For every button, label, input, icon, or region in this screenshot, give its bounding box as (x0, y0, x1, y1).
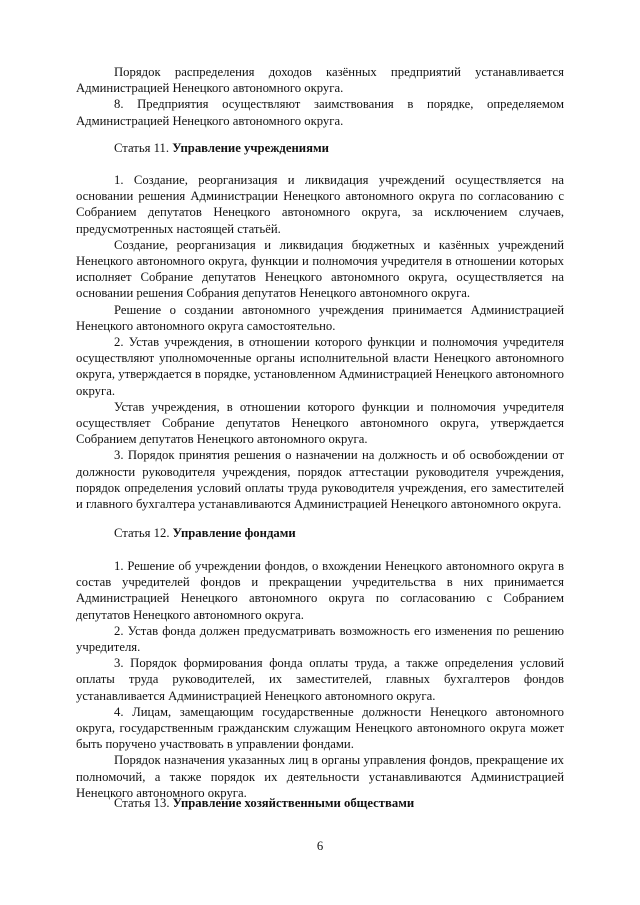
paragraph: 3. Порядок принятия решения о назначении на должность и об освобождении от должности руководителя учреждения, порядок аттестации руководителя учреждения, порядок определения условий оплаты труда руководителя учреждения, его заместителей и главного бухгалтера устанавливаются Администрацией Ненецкого автономного округа. (76, 448, 564, 512)
article-title: Управление фондами (172, 526, 296, 540)
article-12-heading (114, 525, 296, 541)
paragraph: Устав учреждения, в отношении которого функции и полномочия учредителя осуществляет Собрание депутатов Ненецкого автономного округа, утверждается Собранием депутатов Ненецкого автономного округа. (76, 399, 564, 447)
page-number: 6 (316, 839, 324, 853)
paragraph: Порядок распределения доходов казённых предприятий устанавливается Администрацией Ненецкого автономного округа. (76, 65, 564, 96)
paragraph: 1. Решение об учреждении фондов, о вхождении Ненецкого автономного округа в состав учредителей фондов и прекращении учредительства в них принимается Администрацией Ненецкого автономного округа по согласованию с Собранием депутатов Ненецкого автономного округа. (76, 559, 564, 622)
paragraph: Создание, реорганизация и ликвидация бюджетных и казённых учреждений Ненецкого автономного округа, функции и полномочия учредителя в отношении которых исполняет Собрание депутатов Ненецкого автономного округа, осуществляется на основании решения Собрания депутатов Ненецкого автономного округа. (76, 237, 564, 301)
paragraph: 2. Устав учреждения, в отношении которого функции и полномочия учредителя осуществляют уполномоченные органы исполнительной власти Ненецкого автономного округа, утверждается в порядке, установленном Администрацией Ненецкого автономного округа. (76, 335, 564, 398)
article-11-heading (114, 140, 329, 156)
paragraph: 4. Лицам, замещающим государственные должности Ненецкого автономного округа, государственным гражданским служащим Ненецкого автономного округа может быть поручено участвовать в управлении фондами. (76, 704, 564, 752)
paragraph: 8. Предприятия осуществляют заимствования в порядке, определяемом Администрацией Ненецкого автономного округа. (76, 97, 564, 128)
article-title: Управление учреждениями (172, 141, 329, 155)
article-number: Статья 11. (114, 141, 173, 155)
intro-section (76, 64, 564, 129)
paragraph: 2. Устав фонда должен предусматривать возможность его изменения по решению учредителя. (76, 623, 564, 655)
article-number: Статья 12. (114, 526, 173, 540)
article-12-body (76, 558, 564, 801)
paragraph: Порядок назначения указанных лиц в органы управления фондов, прекращение их полномочий, а также порядок их деятельности устанавливаются Администрацией Ненецкого автономного округа. (76, 753, 564, 800)
paragraph: Решение о создании автономного учреждения принимается Администрацией Ненецкого автономного округа самостоятельно. (76, 302, 564, 333)
paragraph: 1. Создание, реорганизация и ликвидация учреждений осуществляется на основании решения Администрации Ненецкого автономного округа по согласованию с Собранием депутатов Ненецкого автономного округа, за исключением случаев, предусмотренных настоящей статьёй. (76, 173, 564, 236)
article-number: Статья 13. (114, 796, 173, 810)
article-11-body (76, 172, 564, 512)
article-13-heading (114, 795, 414, 811)
article-title: Управление хозяйственными обществами (172, 796, 415, 810)
paragraph: 3. Порядок формирования фонда оплаты труда, а также определения условий оплаты труда руководителей, их заместителей, главных бухгалтеров фондов устанавливается Администрацией Ненецкого автономного округа. (76, 656, 564, 703)
